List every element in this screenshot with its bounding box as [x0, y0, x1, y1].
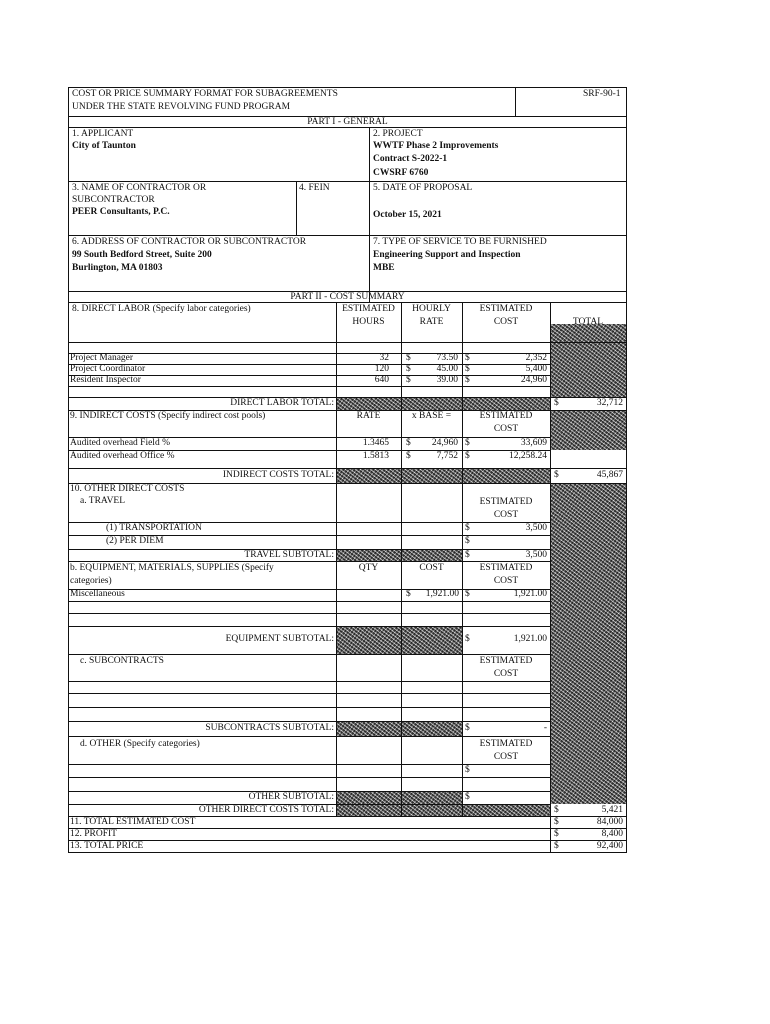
currency-sign: $ [465, 589, 470, 599]
indirect-cost: 12,258.24 [509, 451, 547, 461]
project-label: 2. PROJECT [373, 129, 423, 139]
form-code: SRF-90-1 [583, 89, 621, 99]
col-est-cost: COST [493, 752, 519, 762]
currency-sign: $ [465, 438, 470, 448]
indirect-label: 9. INDIRECT COSTS (Specify indirect cost pools) [70, 411, 266, 421]
shade-other-subtotal-row [336, 791, 462, 805]
srf-cost-summary-form [68, 87, 627, 870]
shade-total-column [550, 483, 626, 804]
form-title: COST OR PRICE SUMMARY FORMAT FOR SUBAGREEMENTS [72, 89, 338, 99]
labor-hours: 32 [379, 353, 389, 363]
currency-sign: $ [465, 451, 470, 461]
equipment-label: categories) [70, 576, 112, 586]
subcontracts-subtotal-label: SUBCONTRACTS SUBTOTAL: [205, 723, 334, 733]
labor-cost: 2,352 [525, 353, 547, 363]
indirect-total-label: INDIRECT COSTS TOTAL: [222, 470, 334, 480]
part1-heading: PART I - GENERAL [307, 117, 388, 127]
col-hours: ESTIMATED [342, 304, 395, 314]
shade-total-column [550, 410, 626, 450]
odc-total-label: OTHER DIRECT COSTS TOTAL: [198, 805, 334, 815]
total-estimated-cost-value: 84,000 [596, 817, 623, 827]
subcontracts-label: c. SUBCONTRACTS [80, 656, 164, 666]
col-est-cost: ESTIMATED [479, 497, 533, 507]
odc-total-value: 5,421 [601, 805, 623, 815]
col-est-cost: ESTIMATED [479, 739, 533, 749]
currency-sign: $ [406, 451, 411, 461]
equipment-unit-cost: 1,921.00 [425, 589, 459, 599]
shade-odc-total-row [336, 804, 550, 816]
shade-labor-total-row [336, 397, 550, 410]
currency-sign: $ [554, 829, 559, 839]
transportation-label: (1) TRANSPORTATION [106, 523, 202, 533]
labor-cost: 24,960 [520, 375, 547, 385]
labor-rate: 39.00 [436, 375, 458, 385]
applicant-label: 1. APPLICANT [72, 129, 134, 139]
date-value: October 15, 2021 [373, 210, 442, 220]
service-value: MBE [373, 263, 395, 273]
shade-equip-subtotal-row [336, 626, 462, 654]
currency-sign: $ [406, 438, 411, 448]
total-price-value: 92,400 [596, 841, 623, 851]
currency-sign: $ [406, 364, 411, 374]
indirect-rate: 1.3465 [362, 438, 389, 448]
project-value: CWSRF 6760 [373, 168, 429, 178]
currency-sign: $ [465, 353, 470, 363]
equipment-cost: 1,921.00 [513, 589, 547, 599]
labor-rate: 45.00 [436, 364, 458, 374]
contractor-value: PEER Consultants, P.C. [72, 207, 170, 217]
labor-total-label: DIRECT LABOR TOTAL: [230, 398, 334, 408]
odc-label: 10. OTHER DIRECT COSTS [70, 484, 185, 494]
col-hours: HOURS [352, 317, 385, 327]
service-value: Engineering Support and Inspection [373, 250, 521, 260]
currency-sign: $ [465, 634, 470, 644]
labor-category: Project Coordinator [70, 364, 146, 374]
col-est-cost: ESTIMATED [479, 411, 533, 421]
col-est-cost: ESTIMATED [479, 563, 533, 573]
currency-sign: $ [554, 398, 559, 408]
travel-subtotal-label: TRAVEL SUBTOTAL: [244, 550, 334, 560]
service-label: 7. TYPE OF SERVICE TO BE FURNISHED [373, 237, 547, 247]
col-rate: RATE [356, 411, 381, 421]
contractor-label: 3. NAME OF CONTRACTOR OR [72, 183, 207, 193]
indirect-base: 24,960 [431, 438, 458, 448]
indirect-cost: 33,609 [520, 438, 547, 448]
other-label: d. OTHER (Specify categories) [80, 739, 200, 749]
equipment-item: Miscellaneous [70, 589, 125, 599]
col-cost: COST [419, 563, 444, 573]
indirect-pool: Audited overhead Field % [70, 438, 170, 448]
indirect-total-value: 45,867 [596, 470, 623, 480]
shade-indirect-total-row [336, 468, 550, 483]
labor-hours: 120 [374, 364, 389, 374]
currency-sign: $ [554, 841, 559, 851]
currency-sign: $ [465, 550, 470, 560]
indirect-rate: 1.5813 [362, 451, 389, 461]
col-est-cost: COST [493, 669, 519, 679]
labor-cost: 5,400 [525, 364, 547, 374]
currency-sign: $ [406, 589, 411, 599]
currency-sign: $ [465, 523, 470, 533]
col-est-cost: COST [493, 576, 519, 586]
currency-sign: $ [465, 364, 470, 374]
shade-total-column [550, 324, 626, 397]
col-rate: RATE [419, 317, 444, 327]
fein-label: 4. FEIN [299, 183, 330, 193]
equipment-subtotal-value: 1,921.00 [513, 634, 547, 644]
currency-sign: $ [465, 375, 470, 385]
col-est-cost: ESTIMATED [479, 304, 533, 314]
currency-sign: $ [465, 765, 470, 775]
project-value: Contract S-2022-1 [373, 154, 448, 164]
address-label: 6. ADDRESS OF CONTRACTOR OR SUBCONTRACTOR [72, 237, 307, 247]
part2-heading: PART II - COST SUMMARY [290, 292, 405, 302]
form-title: UNDER THE STATE REVOLVING FUND PROGRAM [72, 102, 291, 112]
other-subtotal-label: OTHER SUBTOTAL: [248, 792, 334, 802]
col-total: TOTAL [572, 317, 604, 327]
col-base: x BASE = [411, 411, 452, 421]
labor-total-value: 32,712 [596, 398, 623, 408]
col-qty: QTY [358, 563, 379, 573]
direct-labor-label: 8. DIRECT LABOR (Specify labor categories) [72, 304, 251, 314]
labor-rate: 73.50 [436, 353, 458, 363]
transportation-cost: 3,500 [525, 523, 547, 533]
equipment-subtotal-label: EQUIPMENT SUBTOTAL: [225, 634, 334, 644]
currency-sign: $ [406, 353, 411, 363]
currency-sign: $ [465, 536, 470, 546]
labor-hours: 640 [374, 375, 389, 385]
col-est-cost: COST [493, 424, 519, 434]
applicant-value: City of Taunton [72, 141, 136, 151]
total-price-label: 13. TOTAL PRICE [70, 841, 144, 851]
address-value: 99 South Bedford Street, Suite 200 [72, 250, 212, 260]
col-est-cost: COST [493, 510, 519, 520]
currency-sign: $ [554, 470, 559, 480]
currency-sign: $ [406, 375, 411, 385]
shade-sub-subtotal-row [336, 721, 462, 736]
col-rate: HOURLY [412, 304, 451, 314]
currency-sign: $ [554, 805, 559, 815]
indirect-base: 7,752 [436, 451, 458, 461]
subcontracts-subtotal-value: - [543, 723, 547, 733]
project-value: WWTF Phase 2 Improvements [373, 141, 499, 151]
indirect-pool: Audited overhead Office % [70, 451, 175, 461]
equipment-label: b. EQUIPMENT, MATERIALS, SUPPLIES (Specify [70, 563, 274, 573]
labor-category: Project Manager [70, 353, 134, 363]
col-est-cost: COST [493, 317, 519, 327]
total-estimated-cost-label: 11. TOTAL ESTIMATED COST [70, 817, 196, 827]
contractor-label: SUBCONTRACTOR [72, 195, 155, 205]
date-label: 5. DATE OF PROPOSAL [373, 183, 473, 193]
travel-label: a. TRAVEL [80, 496, 126, 506]
travel-subtotal-value: 3,500 [525, 550, 547, 560]
address-value: Burlington, MA 01803 [72, 263, 163, 273]
profit-label: 12. PROFIT [70, 829, 117, 839]
shade-travel-subtotal-row [336, 549, 462, 561]
currency-sign: $ [465, 723, 470, 733]
profit-value: 8,400 [601, 829, 623, 839]
col-est-cost: ESTIMATED [479, 656, 533, 666]
labor-category: Resident Inspector [70, 375, 141, 385]
currency-sign: $ [554, 817, 559, 827]
per-diem-label: (2) PER DIEM [106, 536, 164, 546]
currency-sign: $ [465, 792, 470, 802]
